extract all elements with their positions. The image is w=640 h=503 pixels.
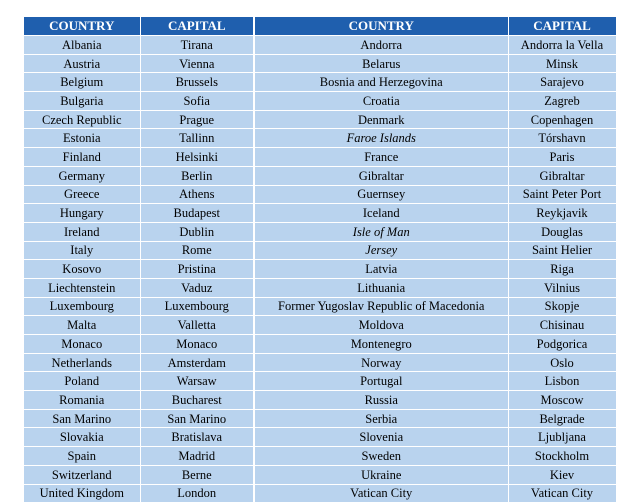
capital-cell: Vatican City: [508, 484, 616, 503]
country-cell: Gibraltar: [254, 166, 508, 185]
table-row: [24, 129, 616, 148]
table-row: [24, 110, 616, 129]
country-cell: Czech Republic: [24, 110, 140, 129]
capital-cell: London: [140, 484, 254, 503]
capital-cell: Athens: [140, 185, 254, 204]
table-row: [24, 204, 616, 223]
country-cell: Romania: [24, 391, 140, 410]
country-cell: Moldova: [254, 316, 508, 335]
country-cell: United Kingdom: [24, 484, 140, 503]
capital-cell: Douglas: [508, 222, 616, 241]
country-cell: Vatican City: [254, 484, 508, 503]
capital-cell: Skopje: [508, 297, 616, 316]
capital-cell: Brussels: [140, 73, 254, 92]
capital-cell: Helsinki: [140, 148, 254, 167]
capital-cell: Zagreb: [508, 92, 616, 111]
country-cell: Malta: [24, 316, 140, 335]
table-row: [24, 92, 616, 111]
capital-cell: Riga: [508, 260, 616, 279]
table-row: [24, 465, 616, 484]
capital-cell: Kiev: [508, 465, 616, 484]
country-cell: Jersey: [254, 241, 508, 260]
country-cell: Kosovo: [24, 260, 140, 279]
table-row: [24, 166, 616, 185]
capital-cell: Sofia: [140, 92, 254, 111]
country-cell: Poland: [24, 372, 140, 391]
capital-cell: Luxembourg: [140, 297, 254, 316]
capital-cell: Lisbon: [508, 372, 616, 391]
table-row: [24, 260, 616, 279]
capital-cell: Sarajevo: [508, 73, 616, 92]
table-row: [24, 316, 616, 335]
country-cell: Belarus: [254, 54, 508, 73]
country-cell: Montenegro: [254, 335, 508, 354]
table-row: [24, 185, 616, 204]
capital-cell: Pristina: [140, 260, 254, 279]
capital-cell: Oslo: [508, 353, 616, 372]
country-cell: Faroe Islands: [254, 129, 508, 148]
capital-cell: Tirana: [140, 36, 254, 55]
capital-cell: Saint Peter Port: [508, 185, 616, 204]
capital-cell: Vaduz: [140, 278, 254, 297]
header-capital-2: CAPITAL: [508, 17, 616, 36]
capital-cell: Warsaw: [140, 372, 254, 391]
country-cell: Switzerland: [24, 465, 140, 484]
country-cell: Former Yugoslav Republic of Macedonia: [254, 297, 508, 316]
country-cell: Iceland: [254, 204, 508, 223]
country-cell: France: [254, 148, 508, 167]
country-cell: Netherlands: [24, 353, 140, 372]
capital-cell: Tallinn: [140, 129, 254, 148]
capital-cell: Prague: [140, 110, 254, 129]
capital-cell: Valletta: [140, 316, 254, 335]
capital-cell: Minsk: [508, 54, 616, 73]
table-row: [24, 54, 616, 73]
capital-cell: Paris: [508, 148, 616, 167]
capital-cell: Budapest: [140, 204, 254, 223]
country-cell: Sweden: [254, 447, 508, 466]
country-cell: Isle of Man: [254, 222, 508, 241]
table-row: [24, 447, 616, 466]
capital-cell: San Marino: [140, 409, 254, 428]
capital-cell: Berne: [140, 465, 254, 484]
table-row: [24, 372, 616, 391]
table-row: [24, 297, 616, 316]
header-country-2: COUNTRY: [254, 17, 508, 36]
capital-cell: Vilnius: [508, 278, 616, 297]
capital-cell: Podgorica: [508, 335, 616, 354]
capital-cell: Ljubljana: [508, 428, 616, 447]
capital-cell: Vienna: [140, 54, 254, 73]
country-cell: Denmark: [254, 110, 508, 129]
capital-cell: Andorra la Vella: [508, 36, 616, 55]
country-cell: Slovenia: [254, 428, 508, 447]
country-cell: Albania: [24, 36, 140, 55]
country-cell: San Marino: [24, 409, 140, 428]
capital-cell: Amsterdam: [140, 353, 254, 372]
capital-cell: Madrid: [140, 447, 254, 466]
table-row: [24, 335, 616, 354]
country-cell: Belgium: [24, 73, 140, 92]
capital-cell: Bucharest: [140, 391, 254, 410]
country-cell: Estonia: [24, 129, 140, 148]
capital-cell: Gibraltar: [508, 166, 616, 185]
country-cell: Ireland: [24, 222, 140, 241]
table-row: [24, 353, 616, 372]
capital-cell: Reykjavik: [508, 204, 616, 223]
country-cell: Norway: [254, 353, 508, 372]
capital-cell: Tórshavn: [508, 129, 616, 148]
table-row: [24, 428, 616, 447]
countries-capitals-table: [24, 17, 617, 503]
capital-cell: Moscow: [508, 391, 616, 410]
country-cell: Monaco: [24, 335, 140, 354]
country-cell: Bulgaria: [24, 92, 140, 111]
capital-cell: Monaco: [140, 335, 254, 354]
table-row: [24, 241, 616, 260]
table-row: [24, 222, 616, 241]
country-cell: Ukraine: [254, 465, 508, 484]
capital-cell: Saint Helier: [508, 241, 616, 260]
capital-cell: Bratislava: [140, 428, 254, 447]
country-cell: Russia: [254, 391, 508, 410]
capital-cell: Copenhagen: [508, 110, 616, 129]
country-cell: Austria: [24, 54, 140, 73]
country-cell: Serbia: [254, 409, 508, 428]
table-row: [24, 36, 616, 55]
country-cell: Spain: [24, 447, 140, 466]
country-cell: Latvia: [254, 260, 508, 279]
country-cell: Lithuania: [254, 278, 508, 297]
table-row: [24, 148, 616, 167]
country-cell: Guernsey: [254, 185, 508, 204]
capital-cell: Berlin: [140, 166, 254, 185]
country-cell: Slovakia: [24, 428, 140, 447]
country-cell: Bosnia and Herzegovina: [254, 73, 508, 92]
country-cell: Italy: [24, 241, 140, 260]
capital-cell: Belgrade: [508, 409, 616, 428]
table-row: [24, 391, 616, 410]
country-cell: Portugal: [254, 372, 508, 391]
country-cell: Hungary: [24, 204, 140, 223]
capital-cell: Rome: [140, 241, 254, 260]
header-capital-1: CAPITAL: [140, 17, 254, 36]
table-row: [24, 73, 616, 92]
country-cell: Luxembourg: [24, 297, 140, 316]
table-row: [24, 278, 616, 297]
capital-cell: Chisinau: [508, 316, 616, 335]
country-cell: Finland: [24, 148, 140, 167]
table-body: [24, 36, 616, 503]
country-cell: Croatia: [254, 92, 508, 111]
header-row: [24, 17, 616, 36]
table-row: [24, 409, 616, 428]
country-cell: Greece: [24, 185, 140, 204]
country-cell: Liechtenstein: [24, 278, 140, 297]
country-cell: Germany: [24, 166, 140, 185]
capital-cell: Dublin: [140, 222, 254, 241]
table-row: [24, 484, 616, 503]
capital-cell: Stockholm: [508, 447, 616, 466]
country-cell: Andorra: [254, 36, 508, 55]
header-country-1: COUNTRY: [24, 17, 140, 36]
